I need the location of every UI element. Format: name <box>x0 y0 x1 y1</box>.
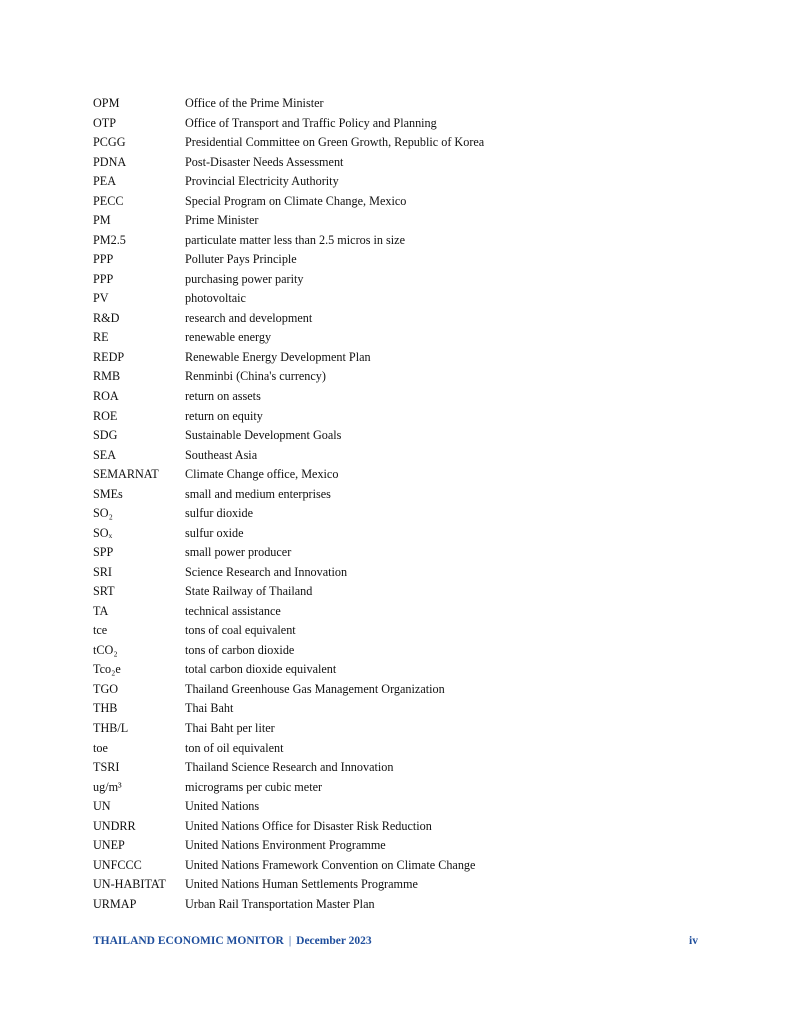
abbreviation: PM <box>93 213 111 228</box>
abbreviation-row <box>93 95 484 115</box>
abbreviation-row <box>93 798 484 818</box>
abbreviation-row <box>93 661 484 681</box>
definition: return on equity <box>185 408 263 423</box>
page-number: iv <box>689 935 698 947</box>
definition: Presidential Committee on Green Growth, Republic of Korea <box>185 135 485 150</box>
abbreviation-row <box>93 505 484 525</box>
definition: Office of Transport and Traffic Policy and Planning <box>185 115 437 130</box>
abbreviation: UNFCCC <box>93 857 142 872</box>
abbreviation: PPP <box>93 271 114 286</box>
abbreviation-row <box>93 271 484 291</box>
abbreviation: SRT <box>93 584 115 599</box>
abbreviation-row <box>93 173 484 193</box>
abbreviation: toe <box>93 740 108 755</box>
abbreviation-row <box>93 290 484 310</box>
definition: micrograms per cubic meter <box>185 779 323 794</box>
report-title: THAILAND ECONOMIC MONITOR <box>93 935 284 947</box>
abbreviation-row <box>93 818 484 838</box>
abbreviation: R&D <box>93 310 120 325</box>
definition: ton of oil equivalent <box>185 740 284 755</box>
abbreviation: SO₂ <box>93 506 113 521</box>
abbreviation: ug/m³ <box>93 779 122 794</box>
abbreviation-row <box>93 564 484 584</box>
abbreviation: REDP <box>93 349 125 364</box>
footer-left <box>93 935 372 947</box>
abbreviation: OPM <box>93 96 120 110</box>
abbreviation-row <box>93 544 484 564</box>
abbreviation: tCO₂ <box>93 642 118 657</box>
definition: Thai Baht <box>185 701 234 716</box>
abbreviation: SDG <box>93 428 118 443</box>
definition: small power producer <box>185 545 292 560</box>
definition: Renminbi (China's currency) <box>185 369 326 384</box>
abbreviation-row <box>93 740 484 760</box>
abbreviation: URMAP <box>93 896 137 911</box>
abbreviation: SEMARNAT <box>93 467 159 482</box>
abbreviation-row <box>93 876 484 896</box>
abbreviation: THB/L <box>93 721 129 735</box>
abbreviation-row <box>93 251 484 271</box>
definition: photovoltaic <box>185 291 246 306</box>
definition: particulate matter less than 2.5 micros in size <box>185 232 405 247</box>
abbreviation: PV <box>93 291 109 306</box>
abbreviation-row <box>93 427 484 447</box>
abbreviation-row <box>93 212 484 232</box>
definition: United Nations Framework Convention on Climate Change <box>185 857 476 872</box>
abbreviation: PPP <box>93 252 114 267</box>
abbreviation: UNEP <box>93 838 125 853</box>
abbreviation-row <box>93 700 484 720</box>
definition: total carbon dioxide equivalent <box>185 662 337 677</box>
abbreviation: PEA <box>93 174 117 189</box>
abbreviation-row <box>93 466 484 486</box>
definition: Provincial Electricity Authority <box>185 174 339 189</box>
abbreviation: PCGG <box>93 135 126 150</box>
abbreviation-row <box>93 779 484 799</box>
abbreviation-row <box>93 388 484 408</box>
report-date: December 2023 <box>296 935 372 947</box>
abbreviation: SRI <box>93 564 112 579</box>
definition: United Nations Office for Disaster Risk Reduction <box>185 818 432 833</box>
definition: Thai Baht per liter <box>185 721 275 735</box>
abbreviation-row <box>93 857 484 877</box>
definition: research and development <box>185 310 313 325</box>
abbreviation-row <box>93 349 484 369</box>
abbreviation: RE <box>93 330 109 345</box>
definition: purchasing power parity <box>185 271 304 286</box>
definition: renewable energy <box>185 330 272 345</box>
abbreviation-row <box>93 837 484 857</box>
abbreviation: tce <box>93 623 108 638</box>
abbreviation-row <box>93 603 484 623</box>
abbreviation: PM2.5 <box>93 232 126 247</box>
abbreviation-row <box>93 368 484 388</box>
abbreviation-row <box>93 583 484 603</box>
abbreviation: TSRI <box>93 760 120 775</box>
abbreviation-row <box>93 447 484 467</box>
abbreviation-row <box>93 642 484 662</box>
abbreviation-row <box>93 232 484 252</box>
definition: Southeast Asia <box>185 447 258 462</box>
page-footer <box>93 935 698 947</box>
definition: return on assets <box>185 388 261 403</box>
abbreviation: SEA <box>93 447 117 462</box>
abbreviation-row <box>93 310 484 330</box>
definition: Office of the Prime Minister <box>185 96 324 110</box>
definition: sulfur dioxide <box>185 506 254 521</box>
definition: small and medium enterprises <box>185 486 331 501</box>
abbreviation: ROE <box>93 408 118 423</box>
abbreviation: TA <box>93 603 109 618</box>
abbreviation-row <box>93 134 484 154</box>
abbreviation: PDNA <box>93 154 127 169</box>
definition: Post-Disaster Needs Assessment <box>185 154 344 169</box>
definition: tons of coal equivalent <box>185 623 296 638</box>
abbreviation: UN-HABITAT <box>93 877 166 892</box>
definition: Climate Change office, Mexico <box>185 467 339 482</box>
abbreviation-row <box>93 759 484 779</box>
definition: Thailand Greenhouse Gas Management Organization <box>185 681 445 696</box>
abbreviation: THB <box>93 701 118 716</box>
abbreviation-row <box>93 525 484 545</box>
definition: United Nations Human Settlements Programme <box>185 877 418 892</box>
abbreviation: ROA <box>93 388 119 403</box>
abbreviation-row <box>93 408 484 428</box>
abbreviation-row <box>93 681 484 701</box>
abbreviation: TGO <box>93 681 119 696</box>
abbreviation: PECC <box>93 193 124 208</box>
abbreviation-row <box>93 896 484 916</box>
abbreviation: SPP <box>93 545 114 560</box>
definition: sulfur oxide <box>185 525 244 540</box>
abbreviation-row <box>93 622 484 642</box>
definition: Thailand Science Research and Innovation <box>185 760 394 775</box>
definition: Urban Rail Transportation Master Plan <box>185 896 375 911</box>
abbreviation-row <box>93 720 484 740</box>
abbreviation-row <box>93 329 484 349</box>
definition: Special Program on Climate Change, Mexico <box>185 193 407 208</box>
abbreviation: OTP <box>93 115 117 130</box>
abbreviation: RMB <box>93 369 121 384</box>
definition: technical assistance <box>185 603 281 618</box>
definition: United Nations <box>185 799 260 814</box>
abbreviation-row <box>93 115 484 135</box>
definition: United Nations Environment Programme <box>185 838 386 853</box>
abbreviation: Tco₂e <box>93 662 121 677</box>
footer-separator: | <box>288 935 292 947</box>
definition: Polluter Pays Principle <box>185 252 297 267</box>
abbreviation: UNDRR <box>93 818 136 833</box>
abbreviation-list <box>93 95 484 915</box>
definition: tons of carbon dioxide <box>185 642 295 657</box>
definition: State Railway of Thailand <box>185 584 313 599</box>
definition: Renewable Energy Development Plan <box>185 349 371 364</box>
definition: Science Research and Innovation <box>185 564 348 579</box>
definition: Prime Minister <box>185 213 259 228</box>
abbreviation-row <box>93 154 484 174</box>
abbreviation: SOₓ <box>93 525 113 540</box>
abbreviation-row <box>93 486 484 506</box>
abbreviation: UN <box>93 799 111 814</box>
definition: Sustainable Development Goals <box>185 428 342 443</box>
abbreviation: SMEs <box>93 486 123 501</box>
abbreviation-row <box>93 193 484 213</box>
